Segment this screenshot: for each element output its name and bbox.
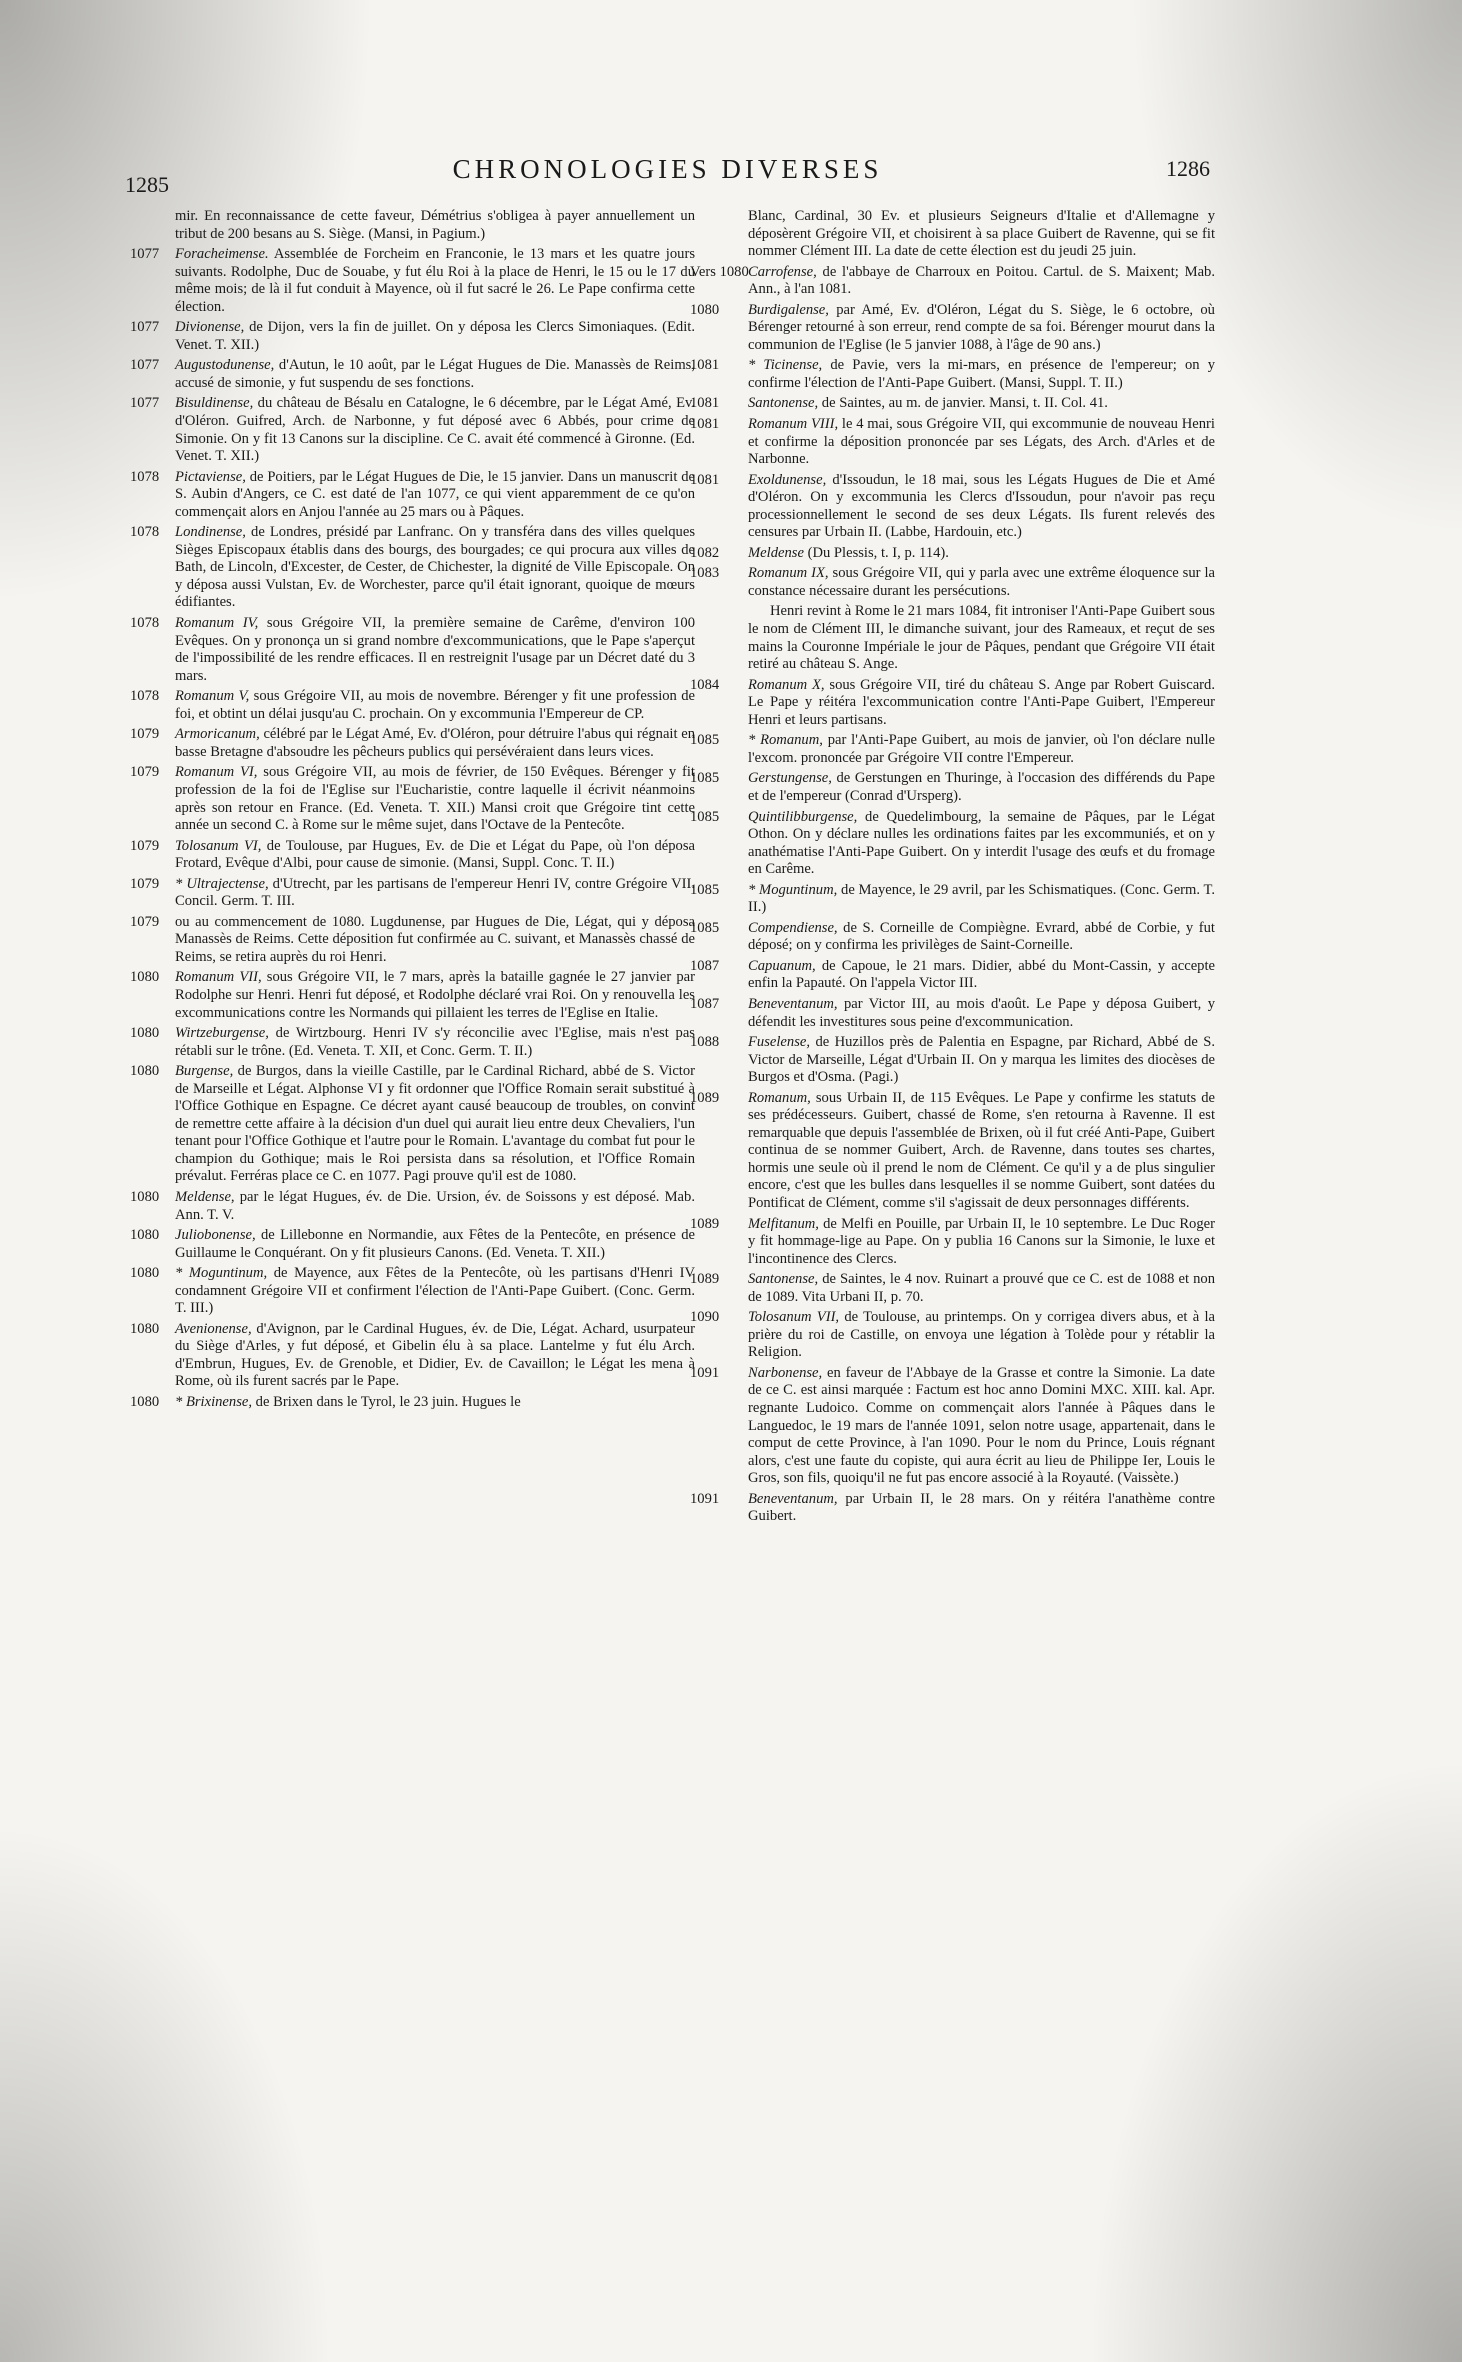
entry-year: 1078 <box>130 615 160 632</box>
entry-text: d'Issoudun, le 18 mai, sous les Légats Hugues de Die et Amé d'Oléron. On y excommunia les Clercs d'Issoudun, pour n'avoir pas reçu processionnellement le second de ses deux Légats. Ils furent relevés des censures par Urbain II. (Labbe, Hardouin, etc.) <box>748 471 1215 541</box>
left-column <box>130 208 695 1415</box>
entry-text: en faveur de l'Abbaye de la Grasse et contre la Simonie. La date de ce C. est ainsi marquée : Factum est hoc anno Domini MXC. XIII. kal. Apr. regnante Ludoico. Comme on commençait alors l'année à Pâques dans le Languedoc, le 19 mars de l'année 1091, selon notre usage, appartenait, dans le comput de cette Province, à l'an 1090. Pour le nom du Prince, Louis régnant alors, c'est une faute du copiste, qui aura écrit au lieu de Philippe Ier, Louis le Gros, son fils, quoiqu'il ne fut pas encore associé à la Royauté. (Vaissète.) <box>748 1364 1215 1487</box>
council-entry <box>130 1189 695 1224</box>
council-entry <box>690 565 1215 600</box>
entry-year: 1079 <box>130 837 160 854</box>
entry-year: 1085 <box>690 808 720 825</box>
entry-year: 1077 <box>130 319 160 336</box>
entry-year: 1079 <box>130 764 160 781</box>
council-entry <box>130 246 695 316</box>
entry-text: d'Utrecht, par les partisans de l'empereur Henri IV, contre Grégoire VII. Concil. Germ. T. III. <box>175 875 695 910</box>
council-name: * Moguntinum, <box>748 881 838 898</box>
entry-text: de Gerstungen en Thuringe, à l'occasion des différends du Pape et de l'empereur (Conrad d'Ursperg). <box>748 770 1215 804</box>
council-entry <box>690 264 1215 299</box>
council-name: Exoldunense, <box>748 471 827 488</box>
entry-text: par Urbain II, le 28 mars. On y réitéra l'anathème contre Guibert. <box>748 1490 1216 1525</box>
entry-paragraph <box>690 603 1215 673</box>
entry-year: 1087 <box>690 957 720 974</box>
council-entry <box>690 1491 1215 1526</box>
entry-text: par Amé, Ev. d'Oléron, Légat du S. Siège, le 6 octobre, où Bérenger retourné à son erreur, rend compte de sa foi. Bérenger mourut dans la communion de l'Eglise (le 5 janvier 1088, à l'âge de 90 ans.) <box>748 301 1215 353</box>
entry-year: 1080 <box>130 1063 160 1080</box>
entry-year: 1085 <box>690 770 720 787</box>
entry-text: de Capoue, le 21 mars. Didier, abbé du Mont-Cassin, y accepte enfin la Papauté. On l'appela Victor III. <box>748 957 1215 992</box>
entry-text: de Pavie, vers la mi-mars, en présence de l'empereur; on y confirme l'élection de l'Anti-Pape Guibert. (Mansi, Suppl. T. II.) <box>748 357 1215 391</box>
council-name: Romanum IX, <box>748 565 829 582</box>
entry-text: mir. En reconnaissance de cette faveur, Démétrius s'obligea à payer annuellement un tribut de 200 besans au S. Siège. (Mansi, in Pagium.) <box>175 208 695 242</box>
council-name: Juliobonense, <box>175 1227 256 1244</box>
council-entry <box>690 677 1215 730</box>
council-entry <box>130 395 695 465</box>
council-entry <box>690 1090 1215 1213</box>
entry-year: 1081 <box>690 395 720 412</box>
entry-year: Vers 1080 <box>690 263 749 280</box>
entry-text: sous Urbain II, de 115 Evêques. Le Pape y confirme les statuts de ses prédécesseurs. Guibert, chassé de Rome, s'en retourna à Ravenne. Il est remarquable que depuis l'assemblée de Brixen, où il fut créé Anti-Pape, Guibert continua de se nommer Guibert, Arch. de Ravenne, dans toutes ses chartes, hormis une seule où il prend le nom de Clément. Ce qu'il y a de plus singulier encore, c'est que les bulles dans lesquelles il se nomme Guibert, sont datées du Pontificat de Clément, comme s'il s'agissait de deux personnages différents. <box>748 1089 1215 1211</box>
entry-year: 1084 <box>690 676 720 693</box>
entry-text: de l'abbaye de Charroux en Poitou. Cartul. de S. Maixent; Mab. Ann., à l'an 1081. <box>748 263 1215 298</box>
entry-text: de Lillebonne en Normandie, aux Fêtes de la Pentecôte, en présence de Guillaume le Conquérant. On y fit plusieurs Canons. (Ed. Veneta. T. XII.) <box>175 1227 695 1261</box>
council-entry <box>130 1265 695 1318</box>
entry-text: par le légat Hugues, év. de Die. Ursion, év. de Soissons y est déposé. Mab. Ann. T. V. <box>175 1188 695 1223</box>
entry-text: sous Grégoire VII, le 7 mars, après la bataille gagnée le 27 janvier par Rodolphe sur Henri. Henri fut déposé, et Rodolphe déclaré vrai Roi. On y renouvella les excommunications contre les Normands qui pillaient les terres de l'Eglise en Italie. <box>175 969 695 1021</box>
entry-text: de Burgos, dans la vieille Castille, par le Cardinal Richard, abbé de S. Victor de Marseille et Légat. Alphonse VI y fit ordonner que l'Office Romain serait substitué à l'Office Gothique en Espagne. Ce décret ayant causé beaucoup de troubles, on convint de remettre cette affaire à la décision d'un duel qui aurait lieu entre deux Chevaliers, l'un tenant pour l'Office Gothique et l'autre pour le Romain. L'avantage du combat fut pour le champion du Gothique; mais le Roi persista dans sa résolution, et l'Office Romain prévalut. Ferréras place ce C. en 1077. Pagi prouve qu'il est de 1080. <box>175 1063 696 1185</box>
council-name: Augustodunense, <box>175 357 275 374</box>
entry-year: 1080 <box>130 969 160 986</box>
entry-year: 1078 <box>130 688 160 705</box>
entry-year: 1085 <box>690 732 720 749</box>
entry-text: Assemblée de Forcheim en Franconie, le 13 mars et les quatre jours suivants. Rodolphe, Duc de Souabe, y fut élu Roi à la place de Henri, le 15 ou le 17 du même mois; de là il fut conduit à Mayence, où il fut sacré le 26. Le Pape confirma cette élection. <box>175 246 695 315</box>
council-name: Beneventanum, <box>748 995 838 1012</box>
council-name: Armoricanum, <box>175 726 260 743</box>
council-name: Compendiense, <box>748 919 838 936</box>
entry-text: sous Grégoire VII, au mois de novembre. Bérenger y fit une profession de foi, et obtint un délai jusqu'au C. prochain. On y excommunia l'Empereur de CP. <box>175 688 696 722</box>
entry-year: 1078 <box>130 468 160 485</box>
council-entry <box>690 809 1215 879</box>
entry-text: de Quedelimbourg, la semaine de Pâques, par le Légat Othon. On y déclare nulles les ordinations faites par les excommuniés, et on y anathématise l'Anti-Pape Guibert. On y interdit l'usage des œufs et du fromage en Carême. <box>748 808 1215 878</box>
entry-text: ou au commencement de 1080. Lugdunense, par Hugues de Die, Légat, qui y déposa Manassès de Reims. Cette déposition fut confirmée au C. suivant, et Manassès chassé de Reims, se retira auprès du roi Henri. <box>175 913 695 965</box>
council-name: Romanum VII, <box>175 969 262 986</box>
council-entry <box>130 319 695 354</box>
entry-year: 1080 <box>130 1025 160 1042</box>
council-name: * Moguntinum, <box>175 1265 268 1282</box>
council-name: * Ticinense, <box>748 357 823 374</box>
council-entry <box>130 1025 695 1060</box>
council-name: Melfitanum, <box>748 1215 819 1232</box>
council-entry <box>130 208 695 243</box>
council-entry <box>690 1271 1215 1306</box>
entry-text: de Toulouse, par Hugues, Ev. de Die et Légat du Pape, où l'on déposa Frotard, Evêque d'Albi, pour cause de simonie. (Mansi, Suppl. Conc. T. II.) <box>175 837 695 872</box>
entry-year: 1077 <box>130 357 160 374</box>
council-entry <box>690 357 1215 392</box>
entry-text: sous Grégoire VII, la première semaine de Carême, d'environ 100 Evêques. On y prononça un si grand nombre d'excommunications, que le Pape s'aperçut de l'impossibilité de les rendre efficaces. Il en restreignit l'usage par un Décret daté du 3 mars. <box>175 615 695 684</box>
entry-year: 1081 <box>690 357 720 374</box>
entry-text: de Toulouse, au printemps. On y corrigea divers abus, et à la prière du roi de Castille, on envoya une légation à Tolède pour y rétablir la Religion. <box>748 1309 1215 1361</box>
entry-year: 1089 <box>690 1271 720 1288</box>
council-name: Tolosanum VI, <box>175 837 262 854</box>
entry-text: de Mayence, aux Fêtes de la Pentecôte, où les partisans d'Henri IV condamnent Grégoire VII et confirment l'élection de l'Anti-Pape Guibert. (Conc. Germ. T. III.) <box>175 1265 695 1317</box>
council-entry <box>130 838 695 873</box>
entry-text: d'Avignon, par le Cardinal Hugues, év. de Die, Légat. Achard, usurpateur du Siège d'Arles, y fut déposé, et Gibelin élu à sa place. Lantelme y fut élu Arch. d'Embrun, Hugues, Ev. de Grenoble, et Didier, Ev. de Cavaillon; le Légat les mena à Rome, où ils furent sacrés par le Pape. <box>175 1320 695 1390</box>
council-name: Capuanum, <box>748 957 816 974</box>
entry-year: 1085 <box>690 881 720 898</box>
council-name: * Romanum, <box>748 732 823 749</box>
council-name: Bisuldinense, <box>175 395 254 412</box>
council-name: Gerstungense, <box>748 770 832 787</box>
entry-year: 1088 <box>690 1034 720 1051</box>
council-entry <box>690 882 1215 917</box>
council-name: Burgense, <box>175 1063 234 1080</box>
entry-year: 1089 <box>690 1215 720 1232</box>
council-name: Quintilibburgense, <box>748 808 858 825</box>
entry-text: sous Grégoire VII, au mois de février, de 150 Evêques. Bérenger y fit profession de la foi de l'Eglise sur l'Eucharistie, contre laquelle il écrivit néanmoins après son retour en France. (Ed. Veneta. T. XII.) Mansi croit que Grégoire tint cette année un second C. à Rome sur le même sujet, dans l'Octave de la Pentecôte. <box>175 764 695 834</box>
entry-text: d'Autun, le 10 août, par le Légat Hugues de Die. Manassès de Reims, accusé de simonie, y fut suspendu de ses fonctions. <box>175 357 696 391</box>
council-entry <box>690 920 1215 955</box>
council-entry <box>130 1321 695 1391</box>
entry-text: par l'Anti-Pape Guibert, au mois de janvier, où l'on déclare nulle l'excom. prononcée par Grégoire VII contre l'Empereur. <box>748 732 1216 766</box>
entry-year: 1085 <box>690 919 720 936</box>
entry-year: 1080 <box>130 1265 160 1282</box>
council-entry <box>130 914 695 967</box>
entry-year: 1089 <box>690 1089 720 1106</box>
council-entry <box>690 395 1215 413</box>
council-name: Romanum X, <box>748 676 825 693</box>
entry-year: 1080 <box>130 1227 160 1244</box>
council-entry <box>690 302 1215 355</box>
entry-text: de Huzillos près de Palentia en Espagne, par Richard, Abbé de S. Victor de Marseille, Légat d'Urbain II. On y marqua les limites des diocèses de Burgos et d'Osma. (Pagi.) <box>748 1034 1215 1086</box>
entry-text: de Poitiers, par le Légat Hugues de Die, le 15 janvier. Dans un manuscrit de S. Aubin d'Angers, ce C. est daté de l'an 1077, ce qui vient apparemment de ce qu'on commençait alors en Anjou l'année au 25 mars ou à Pâques. <box>175 468 695 520</box>
right-column <box>690 208 1215 1529</box>
entry-text: célébré par le Légat Amé, Ev. d'Oléron, pour détruire l'abus qui régnait en basse Bretagne d'absoudre les pêcheurs publics qui persévéraient dans leurs vices. <box>175 726 695 760</box>
council-entry <box>130 1227 695 1262</box>
council-name: Santonense, <box>748 1271 819 1288</box>
council-name: Meldense <box>748 544 804 561</box>
council-entry <box>130 726 695 761</box>
page-number-right: 1286 <box>1166 156 1210 181</box>
council-entry <box>690 472 1215 542</box>
council-name: Fuselense, <box>748 1034 811 1051</box>
council-name: Foracheimense. <box>175 246 269 263</box>
council-entry <box>130 764 695 834</box>
entry-year: 1091 <box>690 1490 720 1507</box>
entry-year: 1081 <box>690 416 720 433</box>
entry-text: de Melfi en Pouille, par Urbain II, le 10 septembre. Le Duc Roger y fit hommage-lige au Pape. On y publia 16 Canons sur la Simonie, le luxe et l'incontinence des Clercs. <box>748 1215 1215 1267</box>
council-name: Tolosanum VII, <box>748 1309 840 1326</box>
council-name: * Ultrajectense, <box>175 875 269 892</box>
council-entry <box>690 1365 1215 1488</box>
council-name: Santonense, <box>748 395 819 412</box>
entry-year: 1077 <box>130 395 160 412</box>
entry-text: le 4 mai, sous Grégoire VII, qui excommunie de nouveau Henri et confirme la déposition prononcée par ses Légats, des Arch. d'Arles et de Narbonne. <box>748 416 1215 468</box>
council-name: Carrofense, <box>748 263 817 280</box>
council-name: Meldense, <box>175 1188 235 1205</box>
page-number-left: 1285 <box>125 172 169 197</box>
entry-text: Blanc, Cardinal, 30 Ev. et plusieurs Seigneurs d'Italie et d'Allemagne y déposèrent Grégoire VII, et choisirent à sa place Guibert de Ravenne, qui se fit nommer Clément III. La date de cette élection est du jeudi 25 juin. <box>748 208 1215 260</box>
entry-text: sous Grégoire VII, tiré du château S. Ange par Robert Guiscard. Le Pape y réitéra l'excommunication contre l'Anti-Pape Guibert, l'Empereur Henri et leurs partisans. <box>748 676 1215 728</box>
entry-text: de Mayence, le 29 avril, par les Schismatiques. (Conc. Germ. T. II.) <box>748 881 1215 916</box>
council-name: Romanum VI, <box>175 764 258 781</box>
council-entry <box>690 1309 1215 1362</box>
council-name: Divionense, <box>175 319 245 336</box>
council-entry <box>690 416 1215 469</box>
entry-text: du château de Bésalu en Catalogne, le 6 décembre, par le Légat Amé, Ev. d'Oléron. Guifred, Arch. de Narbonne, y fut déposé avec 6 Abbés, pour crime de Simonie. On y fit 13 Canons sur la discipline. Ce C. avait été commencé à Gironne. (Ed. Venet. T. XII.) <box>175 395 695 465</box>
entry-year: 1090 <box>690 1309 720 1326</box>
council-entry <box>130 1063 695 1186</box>
council-name: Wirtzeburgense, <box>175 1025 269 1042</box>
entry-text: de Dijon, vers la fin de juillet. On y déposa les Clercs Simoniaques. (Edit. Venet. T. XII.) <box>175 319 695 353</box>
council-name: Londinense, <box>175 524 246 541</box>
entry-year: 1081 <box>690 471 720 488</box>
entry-text: de Saintes, le 4 nov. Ruinart a prouvé que ce C. est de 1088 et non de 1089. Vita Urbani II, p. 70. <box>748 1271 1215 1305</box>
entry-year: 1082 <box>690 544 720 561</box>
entry-year: 1079 <box>130 913 160 930</box>
council-entry <box>690 732 1215 767</box>
entry-year: 1080 <box>130 1188 160 1205</box>
entry-year: 1079 <box>130 726 160 743</box>
council-name: Beneventanum, <box>748 1490 838 1507</box>
council-name: Pictaviense, <box>175 468 246 485</box>
council-entry <box>690 545 1215 563</box>
entry-text: sous Grégoire VII, qui y parla avec une extrême éloquence sur la constance nécessaire durant les persécutions. <box>748 565 1215 599</box>
council-name: Romanum IV, <box>175 615 259 632</box>
council-name: * Brixinense, <box>175 1394 253 1410</box>
entry-text: de Wirtzbourg. Henri IV s'y réconcilie avec l'Eglise, mais n'est pas rétabli sur le trône. (Ed. Veneta. T. XII, et Conc. Germ. T. II.) <box>175 1025 695 1059</box>
council-entry <box>690 996 1215 1031</box>
council-entry <box>130 876 695 911</box>
entry-year: 1080 <box>690 301 720 318</box>
council-name: Romanum V, <box>175 688 250 705</box>
entry-year: 1083 <box>690 565 720 582</box>
entry-text: par Victor III, au mois d'août. Le Pape y déposa Guibert, y défendit les investitures sous peine d'excommunication. <box>748 995 1215 1030</box>
council-entry <box>130 469 695 522</box>
council-name: Avenionense, <box>175 1320 252 1337</box>
council-name: Burdigalense, <box>748 301 829 318</box>
council-entry <box>690 958 1215 993</box>
council-entry <box>130 688 695 723</box>
entry-year: 1080 <box>130 1320 160 1337</box>
council-name: Narbonense, <box>748 1364 823 1381</box>
council-entry <box>130 524 695 612</box>
entry-text: (Du Plessis, t. I, p. 114). <box>807 544 949 561</box>
entry-year: 1079 <box>130 875 160 892</box>
entry-text: Henri revint à Rome le 21 mars 1084, fit introniser l'Anti-Pape Guibert sous le nom de Clément III, le dimanche suivant, jour des Rameaux, et reçut de ses mains la Couronne Impériale le jour de Pâques, pendant que Grégoire VII était retiré au château S. Ange. <box>748 603 1215 673</box>
council-entry <box>130 969 695 1022</box>
entry-year: 1077 <box>130 246 160 263</box>
council-name: Romanum VIII, <box>748 416 839 433</box>
council-entry <box>130 357 695 392</box>
council-entry <box>690 1216 1215 1269</box>
entry-year: 1078 <box>130 524 160 541</box>
entry-year: 1091 <box>690 1364 720 1381</box>
entry-text: de Londres, présidé par Lanfranc. On y transféra dans des villes quelques Sièges Episcopaux établis dans des bourgs, des bourgades; ce qui procura aux villes de Bath, de Lincoln, d'Excester, de Cester, de Chichester, la dignité de Ville Episcopale. On y déposa aussi Vulstan, Ev. de Worchester, parce qu'il était ignorant, quoique de mœurs édifiantes. <box>175 524 695 611</box>
entry-year: 1080 <box>130 1394 160 1410</box>
council-entry <box>690 208 1215 261</box>
entry-text: de Brixen dans le Tyrol, le 23 juin. Hugues le <box>255 1394 521 1410</box>
page-header <box>125 150 1210 200</box>
council-entry <box>690 1034 1215 1087</box>
entry-text: de S. Corneille de Compiègne. Evrard, abbé de Corbie, y fut déposé; on y confirma les privilèges de Saint-Corneille. <box>748 919 1215 954</box>
council-entry <box>130 1394 695 1412</box>
council-name: Romanum, <box>748 1089 811 1106</box>
entry-text: de Saintes, au m. de janvier. Mansi, t. II. Col. 41. <box>821 395 1108 412</box>
entry-year: 1087 <box>690 995 720 1012</box>
running-title: CHRONOLOGIES DIVERSES <box>452 154 883 184</box>
council-entry <box>130 615 695 685</box>
council-entry <box>690 770 1215 805</box>
